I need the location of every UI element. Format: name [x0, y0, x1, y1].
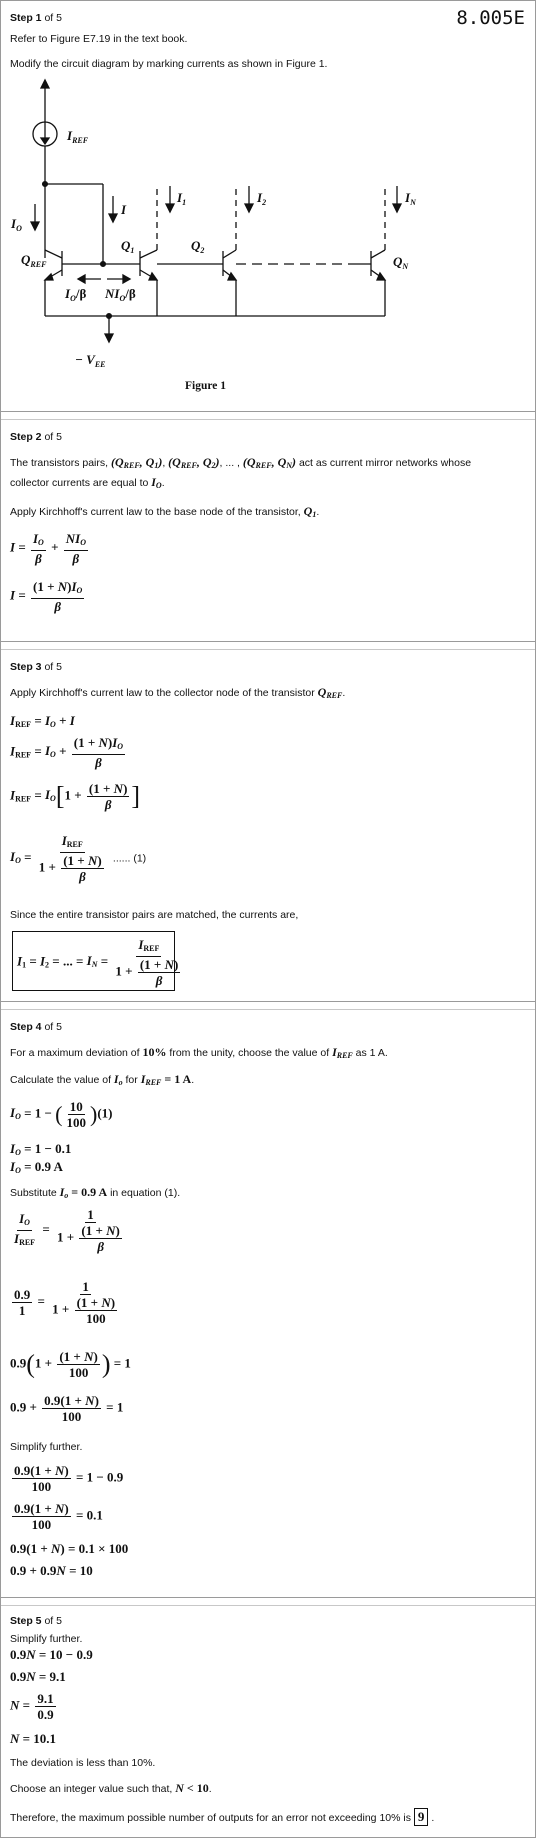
- label-iref: $I_{REF}$: [67, 128, 89, 145]
- problem-code: 8.005E: [456, 7, 525, 29]
- label-in: $I_N$: [405, 190, 416, 207]
- step-4-eq-9: $\frac{0.9(1 + N)}{100}$ = 0.1: [14, 1501, 103, 1532]
- step-3-eq-3: $I_{REF} = I_O[1$ + $\frac{(1 + N)}{\beta}$ ]: [10, 781, 141, 812]
- step-4-eq-2: $I_O = 1 - 0.1$: [10, 1141, 72, 1157]
- step-4-eq-5: $\frac{0.9}{1}$ = 1 1 + $\frac{(1 + N)}{100}$: [14, 1279, 116, 1326]
- step-4-eq-10: 0.9(1 + N) = 0.1 × 100: [10, 1541, 129, 1556]
- step-4-eq-8: $\frac{0.9(1 + N)}{100}$ = 1 − 0.9: [14, 1463, 124, 1494]
- step-5-text-3: Choose an integer value such that, N < 10.: [10, 1781, 212, 1795]
- step-3-eq-2: $I_{REF} = I_O$ + $\frac{(1 + N)I_O}{\beta}$: [10, 735, 124, 770]
- step-4-eq-4: $\frac{I_O}{I_{REF}}$ = 1 1 + $\frac{(1 + N)}{\beta}$: [14, 1207, 120, 1254]
- step-5-text-4: Therefore, the maximum possible number of outputs for an error not exceeding 10% is 9 .: [10, 1809, 435, 1824]
- step-4-eq-6: 0.9(1 + $\frac{(1 + N)}{100}$ ) = 1: [10, 1349, 131, 1380]
- step-5-text-2: The deviation is less than 10%.: [10, 1757, 156, 1769]
- step-4: [1, 1009, 535, 1597]
- step-3-eq-4: $I_O$ = $I_{REF}$ 1 + $\frac{(1 + N)}{\beta}$ ...... (1): [10, 833, 147, 884]
- circuit-diagram: [1, 76, 421, 396]
- label-io-beta: $I_O/\beta$: [65, 286, 87, 303]
- label-nio-beta: $NI_O/\beta$: [105, 286, 136, 303]
- step-4-text-3: Substitute $I_o = 0.9$ A in equation (1).: [10, 1185, 181, 1200]
- step-2: [1, 419, 535, 641]
- step-2-text-1: The transistors pairs, ($Q_{REF}$, $Q_1$), ($Q_{REF}$, $Q_2$), ... , ($Q_{REF}$, $Q_N$) act as current mirror networks whose: [10, 455, 472, 470]
- label-qref: $Q_{REF}$: [21, 252, 47, 269]
- step-2-eq-2: I = $\frac{(1 + N)I_O}{\beta}$: [10, 579, 83, 614]
- step-4-eq-7: 0.9 + $\frac{0.9(1 + N)}{100}$ = 1: [10, 1393, 124, 1424]
- step-4-text-1: For a maximum deviation of 10% from the unity, choose the value of $I_{REF}$ as 1 A.: [10, 1045, 388, 1060]
- step-1-text-2: Modify the circuit diagram by marking currents as shown in Figure 1.: [10, 58, 328, 70]
- step-5-text-1: Simplify further.: [10, 1633, 83, 1645]
- step-2-eq-1: I = $\frac{I_O}{\beta}$ + $\frac{NI_O}{\beta}$: [10, 531, 86, 566]
- step-5-eq-4: N = 10.1: [10, 1731, 57, 1746]
- step-3-header: Step 3 of 5: [10, 661, 62, 673]
- step-5-eq-2: 0.9N = 9.1: [10, 1669, 66, 1684]
- figure-caption: Figure 1: [185, 380, 226, 392]
- step-3-text-1: Apply Kirchhoff's current law to the collector node of the transistor $Q_{REF}$.: [10, 685, 346, 700]
- step-1-header: Step 1 of 5: [10, 12, 62, 24]
- step-4-text-4: Simplify further.: [10, 1441, 83, 1453]
- label-i: I: [121, 202, 127, 217]
- step-2-text-2: Apply Kirchhoff's current law to the base node of the transistor, $Q_1$.: [10, 504, 320, 519]
- step-4-eq-11: 0.9 + 0.9N = 10: [10, 1563, 93, 1578]
- step-2-header: Step 2 of 5: [10, 431, 62, 443]
- step-5-eq-3: N = $\frac{9.1}{0.9}$: [10, 1691, 54, 1722]
- step-1: [1, 1, 535, 411]
- step-4-header: Step 4 of 5: [10, 1021, 62, 1033]
- label-i1: $I_1$: [177, 190, 187, 207]
- step-5-header: Step 5 of 5: [10, 1615, 62, 1627]
- step-1-text-1: Refer to Figure E7.19 in the text book.: [10, 33, 188, 45]
- label-i2: $I_2$: [257, 190, 267, 207]
- label-qn: $Q_N$: [393, 254, 409, 271]
- label-q1: $Q_1$: [121, 238, 135, 255]
- step-3-eq-1: $I_{REF} = I_O + I$: [10, 713, 75, 729]
- step-4-eq-1: $I_O = 1$ − ( $\frac{10}{100}$ )(1): [10, 1099, 113, 1130]
- step-4-eq-3: $I_O = 0.9$ A: [10, 1159, 63, 1175]
- label-q2: $Q_2$: [191, 238, 205, 255]
- step-3: [1, 649, 535, 1001]
- step-4-text-2: Calculate the value of $I_o$ for $I_{REF} = 1$ A.: [10, 1072, 195, 1087]
- step-3-eq-5: $I_1 = I_2$ = ... = $I_N$ = $I_{REF}$ 1 + $\frac{(1 + N)}{\beta}$: [17, 937, 179, 988]
- label-io: $I_O$: [11, 216, 22, 233]
- step-3-text-2: Since the entire transistor pairs are matched, the currents are,: [10, 909, 299, 921]
- step-2-text-1c: collector currents are equal to $I_O$.: [10, 475, 165, 490]
- step-5-eq-1: 0.9N = 10 − 0.9: [10, 1647, 93, 1662]
- label-vee: − $V_{EE}$: [75, 352, 106, 369]
- answer-box: 9: [414, 1808, 429, 1826]
- step-5: [1, 1605, 535, 1837]
